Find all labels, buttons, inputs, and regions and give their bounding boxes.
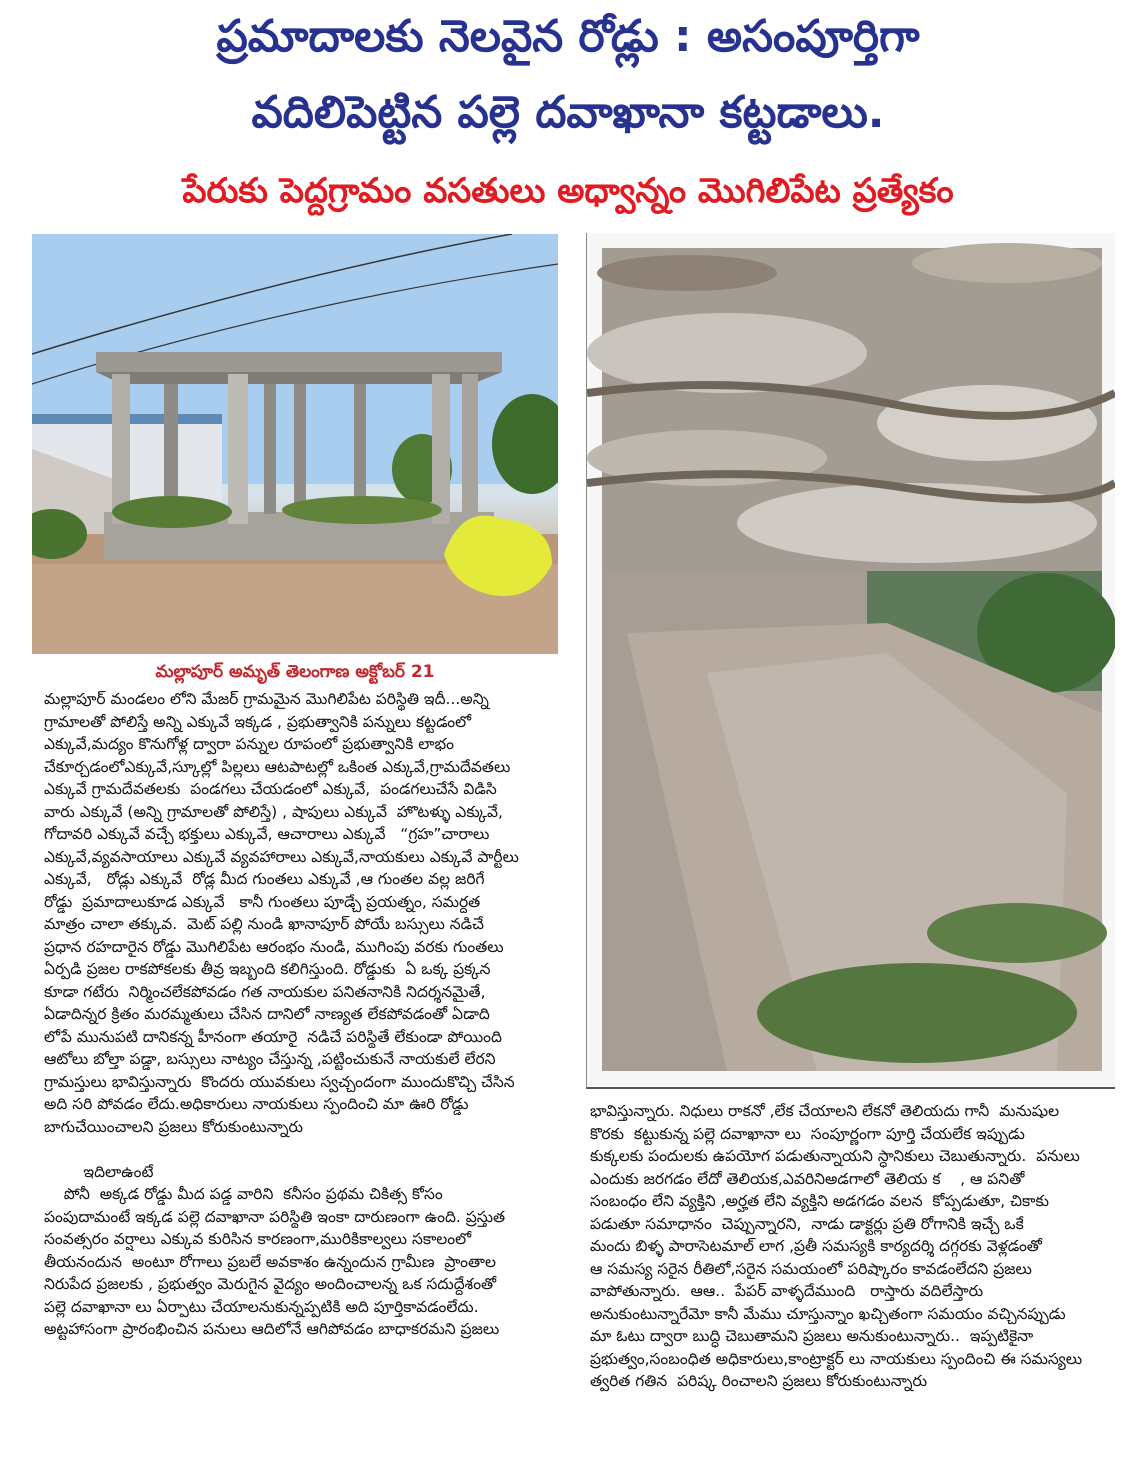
article-line: తీయనందున అంటూ రోగాలు ప్రబలే అవకాశం ఉన్నందున గ్రామీణ ప్రాంతాల xyxy=(44,1252,496,1271)
article-line: చేకూర్చడంలోఎక్కువే,స్కూల్లో పిల్లలు ఆటపాటల్లో ఒకింత ఎక్కువే,గ్రామదేవతలు xyxy=(44,757,511,776)
article-line: వాపోతున్నారు. ఆఆ.. పేపర్ వాళ్ళదేముంది రాస్తారు వదిలేస్తారు xyxy=(590,1282,984,1300)
article-line: పల్లె దవాఖానా లు ఏర్పాటు చేయాలనుకున్నప్పటికి అది పూర్తికావడంలేదు. xyxy=(44,1297,479,1316)
article-line: ఎక్కువే,మద్యం కొనుగోళ్ల ద్వారా పన్నుల రూపంలో ప్రభుత్వానికి లాభం xyxy=(44,735,454,753)
article-line: సంవత్సరం వర్షాలు ఎక్కువ కురిసిన కారణంగా,మురికికాల్వలు సకాలంలో xyxy=(44,1230,472,1248)
article-line: సంబంధం లేని వ్యక్తిని ,అర్హత లేని వ్యక్తిని అడగడం వలన కోప్పడుతూ, చికాకు xyxy=(590,1192,1049,1210)
article-line: ఎక్కువే గ్రామదేవతలకు పండగలు చేయడంలో ఎక్కువే, పండగలుచేసే విడిసి xyxy=(44,780,497,798)
article-left-column xyxy=(44,688,554,1341)
article-line: వారు ఎక్కువే (అన్ని గ్రామాలతో పోలిస్తే) , షాపులు ఎక్కువే హొటళ్ళు ఎక్కువే, xyxy=(44,802,503,821)
article-line: ఏర్పడి ప్రజల రాకపోకలకు తీవ్ర ఇబ్బంది కలిగిస్తుంది. రోడ్డుకు ఏ ఒక్క ప్రక్కన xyxy=(44,960,491,978)
article-line: ప్రభుత్వం,సంబంధిత అధికారులు,కాంట్రాక్టర్ లు నాయకులు స్పందించి ఈ సమస్యలు xyxy=(590,1349,1083,1368)
article-line: కుక్కలకు పందులకు ఉపయోగ పడుతున్నాయని స్ధానికులు చెబుతున్నారు. పనులు xyxy=(590,1147,1080,1165)
headline-line-2: వదిలిపెట్టిన పల్లె దవాఖానా కట్టడాలు. xyxy=(251,87,885,138)
article-line: అది సరి పోవడం లేదు.అధికారులు నాయకులు స్పందించి మా ఊరి రోడ్డు xyxy=(44,1095,469,1113)
article-line: పడుతూ సమాధానం చెప్పున్నారని, నాడు డాక్టర్లు ప్రతి రోగానికి ఇచ్చే ఒకే xyxy=(590,1214,1024,1233)
photo-damaged-road xyxy=(586,233,1115,1089)
article-line: నిరుపేద ప్రజలకు , ప్రభుత్వం మెరుగైన వైద్యం అందించాలన్న ఒక సదుద్దేశంతో xyxy=(44,1275,497,1293)
article-line: ఇదిలాఉంటే xyxy=(44,1162,154,1181)
photo-unfinished-building xyxy=(32,234,558,654)
headline-line-1: ప్రమాదాలకు నెలవైన రోడ్లు : అసంపూర్తిగా xyxy=(216,11,920,62)
article-line: మా ఓటు ద్వారా బుద్ధి చెబుతామని ప్రజలు అనుకుంటున్నారు.. ఇప్పటికైనా xyxy=(590,1327,1034,1345)
article-line: మందు బిళ్ళ పారాసెటమాల్ లాగ ,ప్రతీ సమస్యకి కార్యదర్శి దగ్గరకు వెళ్లడంతో xyxy=(590,1237,1042,1255)
article-right-column xyxy=(590,1100,1100,1393)
article-line: ఎక్కువే, రోడ్లు ఎక్కువే రోడ్ల మీద గుంతలు ఎక్కువే ,ఆ గుంతల వల్ల జరిగే xyxy=(44,870,485,888)
article-line: గ్రామస్తులు భావిస్తున్నారు కొందరు యువకులు స్వచ్చందంగా ముందుకొచ్చి చేసిన xyxy=(44,1072,515,1091)
subheadline: పేరుకు పెద్దగ్రామం వసతులు అధ్వాన్నం మొగిలిపేట ప్రత్యేకం xyxy=(182,171,954,211)
dateline: మల్లాపూర్ అమృత్ తెలంగాణ అక్టోబర్ 21 xyxy=(155,662,435,682)
article-line: ఎందుకు జరగడం లేదో తెలియక,ఎవరినిఅడగాలో తెలియ క , ఆ పనితో xyxy=(590,1169,1025,1188)
building-photo-illustration xyxy=(32,234,558,654)
article-line: రోడ్డు ప్రమాదాలుకూడ ఎక్కువే కానీ గుంతలు పూడ్చే ప్రయత్నం, సమర్ధత xyxy=(44,892,481,911)
article-line: బాగుచేయించాలని ప్రజలు కోరుకుంటున్నారు xyxy=(44,1117,304,1136)
road-photo-illustration xyxy=(587,233,1115,1087)
article-line: గోదావరి ఎక్కువే వచ్చే భక్తులు ఎక్కువే, ఆచారాలు ఎక్కువే “గ్రహ”చారాలు xyxy=(44,825,490,843)
article-line: ఏడాదిన్నర క్రితం మరమ్మతులు చేసిన దానిలో నాణ్యత లేకపోవడంతో ఏడాది xyxy=(44,1005,490,1023)
article-line: ఆటోలు బోల్తా పడ్డా, బస్సులు నాట్యం చేస్తున్న ,పట్టించుకునే నాయకులే లేరని xyxy=(44,1050,496,1068)
article-line: లోపే మునుపటి దానికన్న హీనంగా తయారై నడిచే పరిస్థితే లేకుండా పోయింది xyxy=(44,1027,502,1046)
article-line: ఎక్కువే,వ్యవసాయాలు ఎక్కువే వ్యవహారాలు ఎక్కువే,నాయకులు ఎక్కువే పార్టీలు xyxy=(44,847,519,866)
article-line: కూడా గటేరు నిర్మించలేకపోవడం గత నాయకుల పనితనానికి నిదర్శనమైతే, xyxy=(44,982,486,1001)
article-line xyxy=(44,1138,554,1161)
article-line: భావిస్తున్నారు. నిధులు రాకనో ,లేక చేయాలని లేకనో తెలియదు గానీ మనుషుల xyxy=(590,1102,1060,1120)
article-line: అట్టహాసంగా ప్రారంభించిన పనులు ఆదిలోనే ఆగిపోవడం బాధాకరమని ప్రజలు xyxy=(44,1320,500,1338)
article-line: మల్లాపూర్ మండలం లోని మేజర్ గ్రామమైన మొగిలిపేట పరిస్థితి ఇదీ...అన్ని xyxy=(44,690,489,708)
article-line: మాత్రం చాలా తక్కువ. మెట్ పల్లి నుండి ఖానాపూర్ పోయే బస్సులు నడిచే xyxy=(44,915,484,933)
article-line: అనుకుంటున్నారేమో కానీ మేము చూస్తున్నాం ఖచ్చితంగా సమయం వచ్చినప్పుడు xyxy=(590,1304,1066,1323)
article-line: త్వరిత గతిన పరిష్క రించాలని ప్రజలు కోరుకుంటున్నారు xyxy=(590,1372,928,1390)
article-line: గ్రామాలతో పోలిస్తే అన్ని ఎక్కువే ఇక్కడ , ప్రభుత్వానికి పన్నులు కట్టడంలో xyxy=(44,712,472,731)
article-line: కొరకు కట్టుకున్న పల్లె దవాఖానా లు సంపూర్ణంగా పూర్తి చేయలేక ఇప్పుడు xyxy=(590,1124,1025,1143)
article-line: ఆ సమస్య సరైన రీతిలో,సరైన సమయంలో పరిష్కారం కావడంలేదని ప్రజలు xyxy=(590,1259,1032,1278)
article-line: ప్రధాన రహదారైన రోడ్డు మొగిలిపేట ఆరంభం నుండి, ముగింపు వరకు గుంతలు xyxy=(44,937,504,956)
article-line: పంపుదామంటే ఇక్కడ పల్లె దవాఖానా పరిస్థితి ఇంకా దారుణంగా ఉంది. ప్రస్తుత xyxy=(44,1207,506,1226)
article-line: పోనీ అక్కడ రోడ్డు మీద పడ్డ వారిని కనీసం ప్రథమ చికిత్స కోసం xyxy=(44,1185,443,1203)
